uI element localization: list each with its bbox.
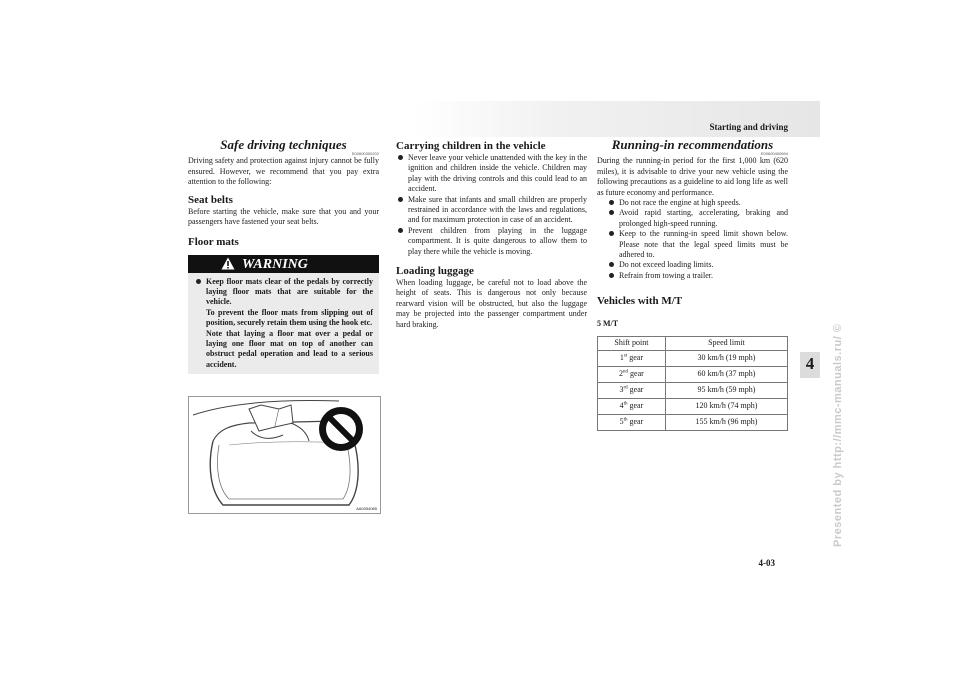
heading-mt: Vehicles with M/T xyxy=(597,295,683,308)
list-item: Refrain from towing a trailer. xyxy=(607,271,788,281)
table-row xyxy=(598,350,788,366)
list-item: Never leave your vehicle unattended with the key in the ignition and children inside the vehicle. Children may play with the driving controls and this could lead to an accident. xyxy=(396,153,587,195)
table-header: Shift point xyxy=(598,336,666,350)
heading-floor-mats: Floor mats xyxy=(188,235,239,248)
warning-box xyxy=(188,255,379,375)
table-cell: 3rd gear xyxy=(598,382,666,398)
figure-code: AA0054085 xyxy=(356,505,377,511)
side-watermark: Presented by http://mmc-manuals.ru/ © xyxy=(832,323,844,547)
heading-luggage: Loading luggage xyxy=(396,265,474,277)
title-code: E00600400694 xyxy=(760,151,788,157)
table-row xyxy=(598,382,788,398)
mt-subheading: 5 M/T xyxy=(597,319,619,329)
table-cell: 1st gear xyxy=(598,350,666,366)
heading-children: Carrying children in the vehicle xyxy=(396,140,546,152)
warning-list xyxy=(188,277,379,371)
title-running-in: Running-in recommendations xyxy=(611,137,774,152)
heading-seat-belts: Seat belts xyxy=(188,193,233,206)
column-middle xyxy=(396,138,587,330)
intro-text: Driving safety and protection against injury cannot be fully ensured. However, we recommend that you pay extra attention to the following: xyxy=(188,156,379,187)
table-cell: 155 km/h (96 mph) xyxy=(665,414,787,430)
warning-header xyxy=(188,255,379,273)
table-cell: 5th gear xyxy=(598,414,666,430)
table-cell: 30 km/h (19 mph) xyxy=(665,350,787,366)
warning-triangle-icon xyxy=(221,257,235,270)
column-right xyxy=(597,138,788,431)
floor-mat-illustration xyxy=(189,397,380,513)
floor-mat-figure xyxy=(188,396,381,514)
table-cell: 95 km/h (59 mph) xyxy=(665,382,787,398)
warning-label: WARNING xyxy=(242,256,308,272)
section-title: Starting and driving xyxy=(709,122,788,132)
table-header-row xyxy=(598,336,788,350)
table-row xyxy=(598,414,788,430)
table-row xyxy=(598,366,788,382)
table-row xyxy=(598,398,788,414)
running-in-list xyxy=(607,198,788,281)
luggage-text: When loading luggage, be careful not to load above the height of seats. This is dangerous not only because rearward vision will be obstructed, but also the luggage may be projected into the passenger compartment under hard braking. xyxy=(396,278,587,329)
running-in-intro: During the running-in period for the first 1,000 km (620 miles), it is advisable to drive your new vehicle using the following precautions as a guideline to aid long life as well as future economy and performance. xyxy=(597,156,788,197)
table-header: Speed limit xyxy=(665,336,787,350)
children-list xyxy=(396,153,587,257)
list-item: Prevent children from playing in the luggage compartment. It is quite dangerous to allow them to play there while the vehicle is moving. xyxy=(396,226,587,257)
list-item: Keep to the running-in speed limit shown below. Please note that the legal speed limits must be adhered to. xyxy=(607,229,788,260)
warning-item: Keep floor mats clear of the pedals by correctly laying floor mats that are suitable for the vehicle. To prevent the floor mats from slipping out of position, securely retain them using the hook etc. Note that laying a floor mat over a pedal or laying one floor mat on top of another can obstruct pedal operation and lead to a serious accident. xyxy=(194,277,373,371)
seat-belts-text: Before starting the vehicle, make sure that you and your passengers have fastened your seat belts. xyxy=(188,206,379,227)
list-item: Avoid rapid starting, accelerating, braking and prolonged high-speed running. xyxy=(607,208,788,229)
page-number: 4-03 xyxy=(758,558,775,568)
table-cell: 60 km/h (37 mph) xyxy=(665,366,787,382)
list-item: Do not race the engine at high speeds. xyxy=(607,198,788,208)
table-cell: 120 km/h (74 mph) xyxy=(665,398,787,414)
column-left xyxy=(188,138,379,514)
title-code: E00600300202 xyxy=(351,151,379,157)
list-item: Make sure that infants and small children are properly restrained in accordance with the laws and regulations, and for maximum protection in case of an accident. xyxy=(396,195,587,226)
table-cell: 2nd gear xyxy=(598,366,666,382)
list-item: Do not exceed loading limits. xyxy=(607,260,788,270)
title-safe-driving: Safe driving techniques xyxy=(220,137,347,152)
speed-limit-table xyxy=(597,336,788,431)
table-cell: 4th gear xyxy=(598,398,666,414)
chapter-tab-number: 4 xyxy=(805,354,815,373)
